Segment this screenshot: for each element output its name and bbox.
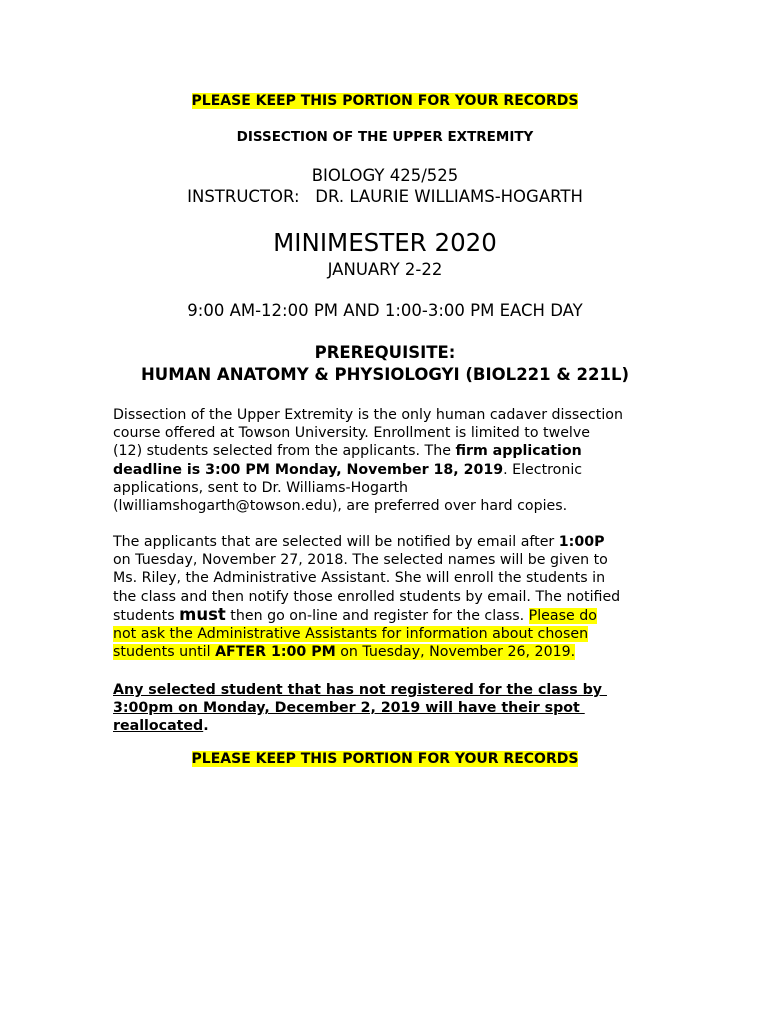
course-title: DISSECTION OF THE UPPER EXTREMITY — [236, 129, 534, 145]
paragraph-line — [113, 533, 673, 551]
paragraph-line: (lwilliamshogarth@towson.edu), are preferred over hard copies. — [113, 498, 568, 515]
highlighted-bold-text: AFTER 1:00 PM — [215, 644, 336, 661]
warning-text: 3:00pm on Monday, December 2, 2019 will have their spot — [113, 700, 585, 717]
paragraph-line — [113, 643, 673, 661]
registration-warning — [113, 681, 673, 736]
paragraph-line — [113, 681, 673, 699]
records-notice-bottom — [0, 751, 770, 767]
paragraph-line: on Tuesday, November 27, 2018. The selected names will be given to — [113, 552, 608, 569]
paragraph-line: Dissection of the Upper Extremity is the only human cadaver dissection — [113, 407, 623, 423]
highlighted-text: on Tuesday, November 26, 2019. — [335, 644, 576, 661]
warning-text: Any selected student that has not registered for the class by — [113, 682, 607, 698]
paragraph-line: the class and then notify those enrolled students by email. The notified — [113, 588, 621, 605]
paragraph-line: Ms. Riley, the Administrative Assistant. She will enroll the students in — [113, 570, 606, 587]
highlighted-text: not ask the Administrative Assistants for information about chosen — [113, 626, 589, 643]
paragraph-text: students — [113, 607, 180, 624]
paragraph-text: The applicants that are selected will be notified by email after — [113, 534, 559, 550]
deadline-bold-text: firm application — [455, 443, 582, 460]
prerequisite-label: PREREQUISITE: — [314, 343, 456, 362]
highlighted-text: Please do — [528, 607, 597, 624]
records-notice-bottom-text: PLEASE KEEP THIS PORTION FOR YOUR RECORDS — [191, 751, 579, 767]
notification-paragraph — [113, 533, 673, 661]
paragraph-text: (12) students selected from the applicants. The — [113, 443, 456, 460]
enrollment-paragraph — [113, 406, 673, 515]
warning-text: reallocated — [113, 718, 204, 735]
records-notice-top — [0, 93, 770, 109]
paragraph-text: . Electronic — [503, 461, 583, 478]
records-notice-top-text: PLEASE KEEP THIS PORTION FOR YOUR RECORDS — [191, 93, 579, 109]
paragraph-line — [113, 442, 673, 460]
paragraph-line — [113, 625, 673, 643]
paragraph-line — [113, 461, 673, 479]
highlighted-text: students until — [113, 644, 216, 661]
prerequisite-course: HUMAN ANATOMY & PHYSIOLOGYI (BIOL221 & 221L) — [140, 365, 630, 384]
paragraph-line — [113, 699, 673, 717]
time-bold-text: 1:00P — [558, 534, 605, 550]
paragraph-line: applications, sent to Dr. Williams-Hogarth — [113, 479, 409, 496]
paragraph-text: then go on-line and register for the class. — [225, 607, 529, 624]
course-code: BIOLOGY 425/525 — [311, 166, 459, 185]
class-hours: 9:00 AM-12:00 PM AND 1:00-3:00 PM EACH DAY — [187, 301, 583, 320]
instructor: INSTRUCTOR: DR. LAURIE WILLIAMS-HOGARTH — [187, 187, 583, 206]
term-dates: JANUARY 2-22 — [327, 260, 443, 279]
deadline-bold-text: deadline is 3:00 PM Monday, November 18, 2019 — [113, 461, 504, 478]
paragraph-line — [113, 606, 673, 625]
must-emphasis: must — [179, 604, 226, 624]
paragraph-line — [113, 717, 673, 735]
paragraph-line: course offered at Towson University. Enrollment is limited to twelve — [113, 425, 590, 442]
term-title: MINIMESTER 2020 — [273, 228, 497, 257]
warning-text: . — [203, 718, 209, 735]
